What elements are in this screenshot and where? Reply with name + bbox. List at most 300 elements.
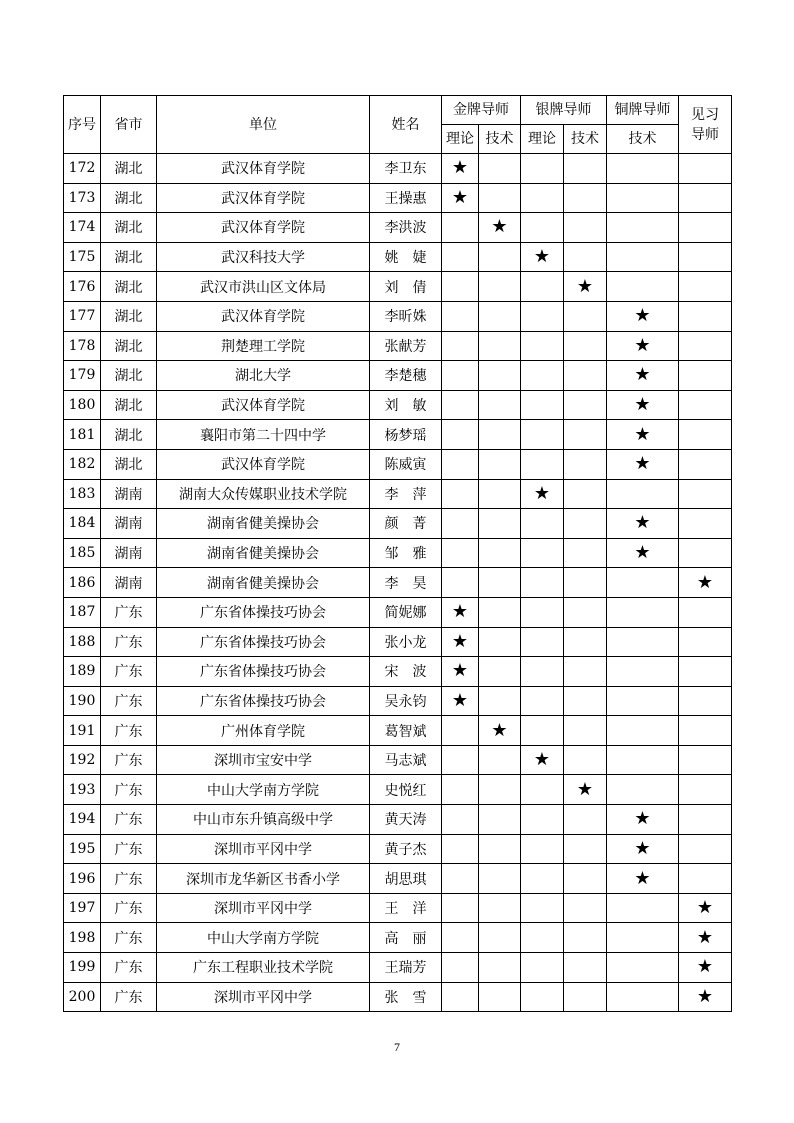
cell-seq: 176 xyxy=(64,272,101,302)
cell-name: 李 萍 xyxy=(370,479,442,509)
cell-unit: 深圳市宝安中学 xyxy=(157,745,370,775)
cell-gold-tech xyxy=(479,834,521,864)
cell-province: 湖北 xyxy=(101,301,157,331)
cell-silver-tech xyxy=(564,864,607,894)
cell-name: 张小龙 xyxy=(370,627,442,657)
cell-seq: 182 xyxy=(64,449,101,479)
cell-gold-tech xyxy=(479,657,521,687)
cell-seq: 188 xyxy=(64,627,101,657)
cell-silver-theory xyxy=(521,775,564,805)
cell-gold-tech xyxy=(479,805,521,835)
cell-silver-theory xyxy=(521,213,564,243)
cell-bronze-tech xyxy=(607,923,679,953)
cell-gold-tech xyxy=(479,775,521,805)
table-row xyxy=(64,449,732,479)
cell-trainee xyxy=(679,538,732,568)
mentor-table xyxy=(63,95,732,1012)
cell-seq: 192 xyxy=(64,745,101,775)
cell-province: 广东 xyxy=(101,657,157,687)
cell-silver-theory xyxy=(521,657,564,687)
cell-silver-tech xyxy=(564,449,607,479)
cell-gold-theory xyxy=(442,154,479,184)
cell-trainee xyxy=(679,953,732,983)
cell-bronze-tech xyxy=(607,686,679,716)
cell-name: 颜 菁 xyxy=(370,509,442,539)
cell-seq: 196 xyxy=(64,864,101,894)
star-icon: ★ xyxy=(634,364,651,386)
header-silver: 银牌导师 xyxy=(521,96,607,125)
cell-silver-theory xyxy=(521,272,564,302)
cell-silver-theory xyxy=(521,183,564,213)
cell-unit: 深圳市平冈中学 xyxy=(157,834,370,864)
cell-bronze-tech xyxy=(607,479,679,509)
header-province: 省市 xyxy=(101,96,157,154)
cell-silver-tech xyxy=(564,745,607,775)
cell-unit: 湖北大学 xyxy=(157,361,370,391)
cell-trainee xyxy=(679,242,732,272)
cell-silver-theory xyxy=(521,479,564,509)
cell-silver-theory xyxy=(521,390,564,420)
cell-trainee xyxy=(679,686,732,716)
cell-gold-theory xyxy=(442,449,479,479)
table-row xyxy=(64,775,732,805)
cell-gold-theory xyxy=(442,479,479,509)
cell-gold-theory xyxy=(442,864,479,894)
table-body xyxy=(64,154,732,1012)
cell-silver-theory xyxy=(521,893,564,923)
cell-gold-tech xyxy=(479,686,521,716)
cell-name: 王操惠 xyxy=(370,183,442,213)
table-row xyxy=(64,745,732,775)
star-icon: ★ xyxy=(634,305,651,327)
cell-bronze-tech xyxy=(607,834,679,864)
cell-province: 广东 xyxy=(101,982,157,1012)
cell-province: 湖北 xyxy=(101,449,157,479)
cell-gold-theory xyxy=(442,568,479,598)
cell-seq: 175 xyxy=(64,242,101,272)
cell-trainee xyxy=(679,568,732,598)
table-row xyxy=(64,213,732,243)
cell-province: 湖北 xyxy=(101,272,157,302)
cell-bronze-tech xyxy=(607,775,679,805)
cell-gold-tech xyxy=(479,331,521,361)
star-icon: ★ xyxy=(451,689,469,711)
header-bronze-tech: 技术 xyxy=(607,125,679,154)
cell-name: 胡思琪 xyxy=(370,864,442,894)
header-gold: 金牌导师 xyxy=(442,96,521,125)
cell-name: 史悦红 xyxy=(370,775,442,805)
table-row xyxy=(64,627,732,657)
cell-gold-theory xyxy=(442,390,479,420)
cell-seq: 189 xyxy=(64,657,101,687)
cell-silver-tech xyxy=(564,272,607,302)
cell-seq: 179 xyxy=(64,361,101,391)
cell-silver-tech xyxy=(564,331,607,361)
cell-gold-tech xyxy=(479,301,521,331)
cell-bronze-tech xyxy=(607,568,679,598)
cell-province: 湖北 xyxy=(101,420,157,450)
header-gold-tech: 技术 xyxy=(479,125,521,154)
star-icon: ★ xyxy=(576,778,594,800)
table-row xyxy=(64,716,732,746)
cell-silver-tech xyxy=(564,923,607,953)
cell-gold-theory xyxy=(442,893,479,923)
cell-gold-theory xyxy=(442,420,479,450)
cell-seq: 173 xyxy=(64,183,101,213)
cell-gold-tech xyxy=(479,893,521,923)
cell-bronze-tech xyxy=(607,657,679,687)
cell-seq: 177 xyxy=(64,301,101,331)
cell-gold-theory xyxy=(442,953,479,983)
cell-unit: 武汉市洪山区文体局 xyxy=(157,272,370,302)
cell-silver-theory xyxy=(521,805,564,835)
cell-silver-theory xyxy=(521,864,564,894)
cell-silver-theory xyxy=(521,982,564,1012)
cell-name: 宋 波 xyxy=(370,657,442,687)
cell-trainee xyxy=(679,213,732,243)
table-row xyxy=(64,183,732,213)
star-icon: ★ xyxy=(451,630,469,652)
cell-unit: 荆楚理工学院 xyxy=(157,331,370,361)
cell-seq: 195 xyxy=(64,834,101,864)
cell-gold-tech xyxy=(479,597,521,627)
star-icon: ★ xyxy=(696,956,714,978)
star-icon: ★ xyxy=(451,601,469,623)
star-icon: ★ xyxy=(696,985,714,1007)
cell-province: 广东 xyxy=(101,864,157,894)
cell-gold-theory xyxy=(442,301,479,331)
star-icon: ★ xyxy=(696,571,714,593)
cell-unit: 中山市东升镇高级中学 xyxy=(157,805,370,835)
cell-unit: 深圳市平冈中学 xyxy=(157,982,370,1012)
cell-seq: 172 xyxy=(64,154,101,184)
cell-silver-tech xyxy=(564,538,607,568)
cell-gold-theory xyxy=(442,213,479,243)
cell-gold-theory xyxy=(442,331,479,361)
cell-name: 李 昊 xyxy=(370,568,442,598)
star-icon: ★ xyxy=(451,157,469,179)
cell-trainee xyxy=(679,716,732,746)
cell-bronze-tech xyxy=(607,390,679,420)
cell-silver-theory xyxy=(521,597,564,627)
cell-gold-theory xyxy=(442,242,479,272)
cell-silver-theory xyxy=(521,834,564,864)
star-icon: ★ xyxy=(576,275,594,297)
table-row xyxy=(64,538,732,568)
cell-silver-theory xyxy=(521,361,564,391)
cell-name: 刘 敏 xyxy=(370,390,442,420)
cell-province: 广东 xyxy=(101,686,157,716)
cell-unit: 深圳市平冈中学 xyxy=(157,893,370,923)
cell-gold-tech xyxy=(479,716,521,746)
cell-gold-theory xyxy=(442,538,479,568)
cell-gold-tech xyxy=(479,390,521,420)
table-row xyxy=(64,390,732,420)
cell-silver-theory xyxy=(521,627,564,657)
cell-silver-tech xyxy=(564,213,607,243)
cell-silver-theory xyxy=(521,716,564,746)
cell-trainee xyxy=(679,627,732,657)
cell-bronze-tech xyxy=(607,509,679,539)
cell-unit: 襄阳市第二十四中学 xyxy=(157,420,370,450)
cell-seq: 198 xyxy=(64,923,101,953)
star-icon: ★ xyxy=(634,837,651,859)
table-row xyxy=(64,834,732,864)
cell-silver-tech xyxy=(564,154,607,184)
cell-trainee xyxy=(679,597,732,627)
star-icon: ★ xyxy=(634,334,651,356)
header-bronze: 铜牌导师 xyxy=(607,96,679,125)
cell-trainee xyxy=(679,775,732,805)
cell-bronze-tech xyxy=(607,272,679,302)
cell-trainee xyxy=(679,479,732,509)
cell-gold-theory xyxy=(442,686,479,716)
cell-unit: 武汉体育学院 xyxy=(157,213,370,243)
cell-province: 湖北 xyxy=(101,242,157,272)
cell-silver-theory xyxy=(521,509,564,539)
header-trainee xyxy=(679,96,732,154)
star-icon: ★ xyxy=(634,394,651,416)
cell-silver-tech xyxy=(564,479,607,509)
cell-silver-theory xyxy=(521,568,564,598)
cell-bronze-tech xyxy=(607,242,679,272)
cell-gold-tech xyxy=(479,568,521,598)
cell-name: 王 洋 xyxy=(370,893,442,923)
cell-province: 湖南 xyxy=(101,538,157,568)
cell-name: 李楚穗 xyxy=(370,361,442,391)
cell-silver-theory xyxy=(521,154,564,184)
star-icon: ★ xyxy=(634,867,651,889)
cell-seq: 199 xyxy=(64,953,101,983)
cell-gold-theory xyxy=(442,272,479,302)
table-row xyxy=(64,805,732,835)
star-icon: ★ xyxy=(533,749,551,771)
table-row xyxy=(64,272,732,302)
cell-name: 李洪波 xyxy=(370,213,442,243)
cell-silver-theory xyxy=(521,420,564,450)
cell-unit: 湖南大众传媒职业技术学院 xyxy=(157,479,370,509)
cell-seq: 187 xyxy=(64,597,101,627)
cell-province: 湖南 xyxy=(101,509,157,539)
cell-silver-tech xyxy=(564,509,607,539)
table-row xyxy=(64,893,732,923)
cell-province: 湖北 xyxy=(101,361,157,391)
cell-name: 简妮娜 xyxy=(370,597,442,627)
cell-province: 湖北 xyxy=(101,213,157,243)
cell-silver-theory xyxy=(521,449,564,479)
cell-bronze-tech xyxy=(607,627,679,657)
cell-silver-theory xyxy=(521,953,564,983)
cell-unit: 武汉科技大学 xyxy=(157,242,370,272)
cell-gold-tech xyxy=(479,745,521,775)
cell-bronze-tech xyxy=(607,154,679,184)
cell-unit: 湖南省健美操协会 xyxy=(157,509,370,539)
table-row xyxy=(64,923,732,953)
header-silver-theory: 理论 xyxy=(521,125,564,154)
cell-silver-theory xyxy=(521,331,564,361)
cell-name: 高 丽 xyxy=(370,923,442,953)
cell-name: 黄子杰 xyxy=(370,834,442,864)
cell-silver-theory xyxy=(521,301,564,331)
cell-province: 广东 xyxy=(101,775,157,805)
cell-name: 陈威寅 xyxy=(370,449,442,479)
cell-unit: 广东省体操技巧协会 xyxy=(157,597,370,627)
cell-gold-theory xyxy=(442,627,479,657)
cell-bronze-tech xyxy=(607,183,679,213)
cell-silver-tech xyxy=(564,183,607,213)
cell-silver-tech xyxy=(564,420,607,450)
table-row xyxy=(64,686,732,716)
cell-gold-theory xyxy=(442,805,479,835)
table-row xyxy=(64,864,732,894)
cell-province: 广东 xyxy=(101,953,157,983)
cell-name: 姚 婕 xyxy=(370,242,442,272)
header-gold-theory: 理论 xyxy=(442,125,479,154)
cell-unit: 武汉体育学院 xyxy=(157,183,370,213)
cell-unit: 武汉体育学院 xyxy=(157,449,370,479)
cell-unit: 武汉体育学院 xyxy=(157,390,370,420)
cell-seq: 190 xyxy=(64,686,101,716)
cell-province: 湖北 xyxy=(101,154,157,184)
cell-trainee xyxy=(679,361,732,391)
cell-silver-theory xyxy=(521,745,564,775)
cell-trainee xyxy=(679,154,732,184)
cell-gold-theory xyxy=(442,745,479,775)
cell-province: 湖南 xyxy=(101,479,157,509)
cell-bronze-tech xyxy=(607,716,679,746)
cell-name: 李卫东 xyxy=(370,154,442,184)
cell-name: 黄天涛 xyxy=(370,805,442,835)
cell-unit: 武汉体育学院 xyxy=(157,154,370,184)
star-icon: ★ xyxy=(634,423,651,445)
cell-silver-tech xyxy=(564,390,607,420)
star-icon: ★ xyxy=(634,808,651,830)
cell-unit: 广东省体操技巧协会 xyxy=(157,627,370,657)
cell-gold-tech xyxy=(479,183,521,213)
cell-silver-tech xyxy=(564,893,607,923)
cell-seq: 183 xyxy=(64,479,101,509)
table-row xyxy=(64,597,732,627)
cell-bronze-tech xyxy=(607,597,679,627)
table-row xyxy=(64,982,732,1012)
cell-gold-theory xyxy=(442,657,479,687)
cell-unit: 深圳市龙华新区书香小学 xyxy=(157,864,370,894)
cell-name: 刘 倩 xyxy=(370,272,442,302)
cell-gold-theory xyxy=(442,183,479,213)
cell-silver-tech xyxy=(564,805,607,835)
cell-province: 广东 xyxy=(101,834,157,864)
cell-gold-tech xyxy=(479,509,521,539)
cell-bronze-tech xyxy=(607,953,679,983)
cell-bronze-tech xyxy=(607,893,679,923)
star-icon: ★ xyxy=(634,512,651,534)
cell-bronze-tech xyxy=(607,745,679,775)
cell-gold-tech xyxy=(479,982,521,1012)
cell-silver-tech xyxy=(564,716,607,746)
cell-trainee xyxy=(679,923,732,953)
cell-trainee xyxy=(679,509,732,539)
cell-seq: 191 xyxy=(64,716,101,746)
cell-gold-tech xyxy=(479,154,521,184)
cell-bronze-tech xyxy=(607,805,679,835)
cell-seq: 185 xyxy=(64,538,101,568)
star-icon: ★ xyxy=(696,897,714,919)
cell-silver-tech xyxy=(564,627,607,657)
star-icon: ★ xyxy=(533,246,551,268)
cell-gold-theory xyxy=(442,716,479,746)
cell-gold-theory xyxy=(442,775,479,805)
cell-silver-tech xyxy=(564,568,607,598)
cell-silver-tech xyxy=(564,686,607,716)
cell-gold-tech xyxy=(479,538,521,568)
table-row xyxy=(64,657,732,687)
cell-gold-tech xyxy=(479,242,521,272)
cell-province: 广东 xyxy=(101,923,157,953)
table-row xyxy=(64,361,732,391)
header-trainee-label: 见习导师 xyxy=(691,106,719,143)
cell-province: 湖北 xyxy=(101,331,157,361)
star-icon: ★ xyxy=(451,186,469,208)
header-name: 姓名 xyxy=(370,96,442,154)
cell-gold-theory xyxy=(442,361,479,391)
cell-gold-tech xyxy=(479,449,521,479)
cell-name: 王瑞芳 xyxy=(370,953,442,983)
cell-unit: 武汉体育学院 xyxy=(157,301,370,331)
cell-name: 邹 雅 xyxy=(370,538,442,568)
cell-gold-theory xyxy=(442,923,479,953)
cell-trainee xyxy=(679,982,732,1012)
cell-seq: 200 xyxy=(64,982,101,1012)
cell-trainee xyxy=(679,745,732,775)
cell-silver-tech xyxy=(564,982,607,1012)
cell-silver-tech xyxy=(564,657,607,687)
table-row xyxy=(64,479,732,509)
cell-gold-tech xyxy=(479,479,521,509)
cell-bronze-tech xyxy=(607,449,679,479)
header-unit: 单位 xyxy=(157,96,370,154)
cell-unit: 湖南省健美操协会 xyxy=(157,538,370,568)
cell-unit: 中山大学南方学院 xyxy=(157,923,370,953)
star-icon: ★ xyxy=(634,542,651,564)
cell-trainee xyxy=(679,449,732,479)
cell-gold-tech xyxy=(479,864,521,894)
cell-trainee xyxy=(679,893,732,923)
cell-unit: 广东省体操技巧协会 xyxy=(157,657,370,687)
cell-name: 李昕姝 xyxy=(370,301,442,331)
cell-gold-theory xyxy=(442,982,479,1012)
cell-silver-tech xyxy=(564,834,607,864)
header-seq: 序号 xyxy=(64,96,101,154)
cell-trainee xyxy=(679,805,732,835)
cell-gold-tech xyxy=(479,923,521,953)
cell-name: 葛智斌 xyxy=(370,716,442,746)
cell-province: 广东 xyxy=(101,893,157,923)
cell-silver-tech xyxy=(564,242,607,272)
table-row xyxy=(64,154,732,184)
cell-seq: 186 xyxy=(64,568,101,598)
cell-bronze-tech xyxy=(607,331,679,361)
cell-trainee xyxy=(679,301,732,331)
cell-gold-theory xyxy=(442,509,479,539)
star-icon: ★ xyxy=(491,216,508,238)
cell-province: 广东 xyxy=(101,745,157,775)
cell-silver-tech xyxy=(564,301,607,331)
cell-silver-tech xyxy=(564,953,607,983)
cell-province: 广东 xyxy=(101,597,157,627)
cell-bronze-tech xyxy=(607,538,679,568)
table-row xyxy=(64,242,732,272)
cell-gold-tech xyxy=(479,272,521,302)
